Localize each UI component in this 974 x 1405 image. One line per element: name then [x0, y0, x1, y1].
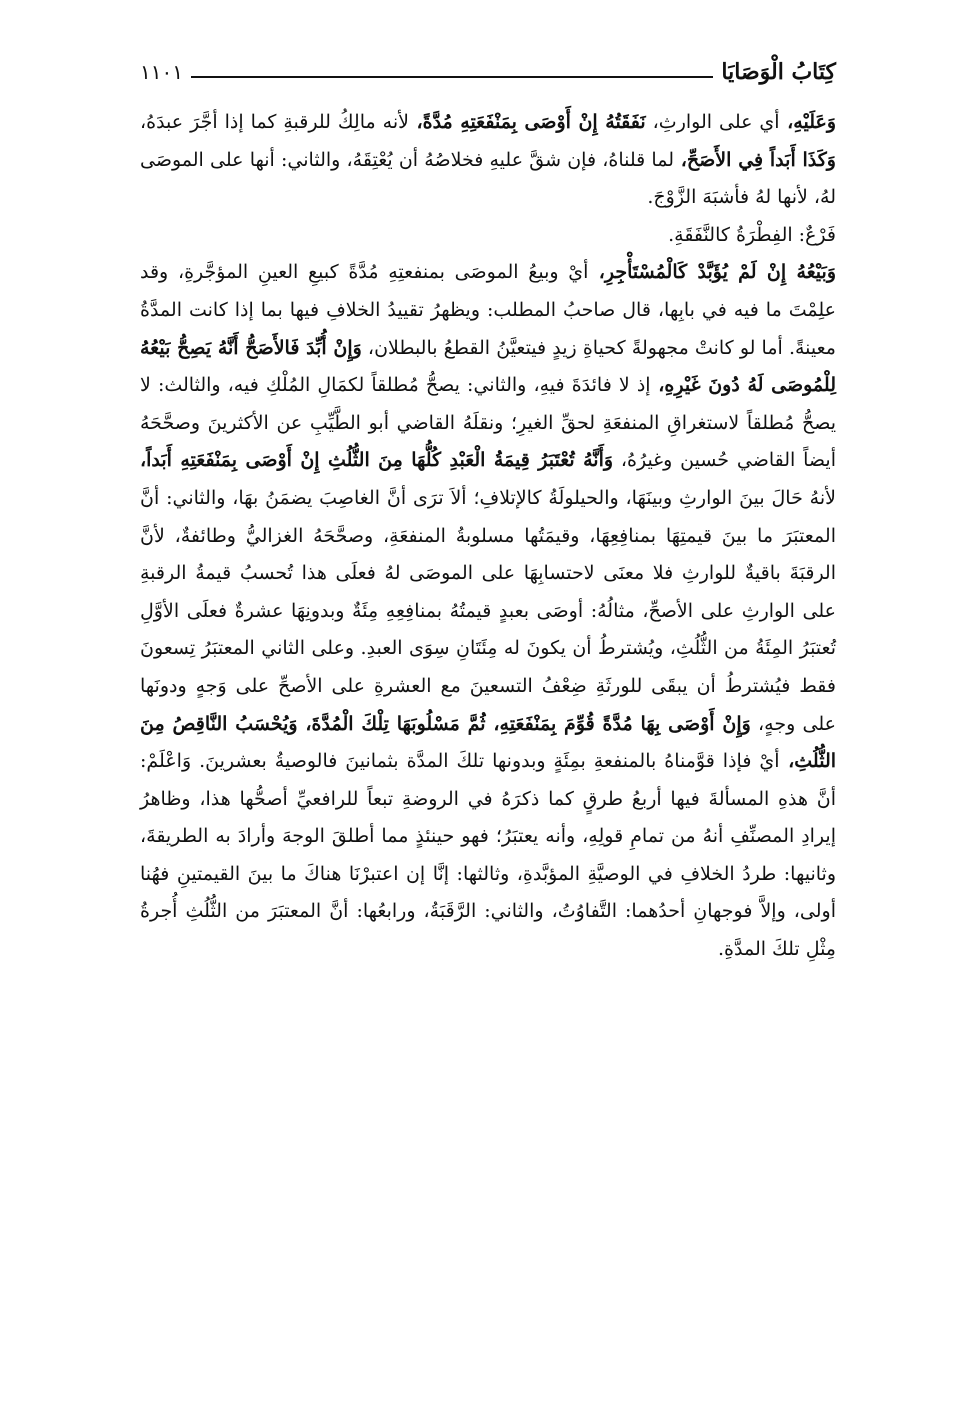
- commentary-text: لأنهُ حَالَ بينَ الوارثِ وبينَهَا، والحيلولَةُ كالإتلافِ؛ ألاَ ترَى أنَّ الغاصِبَ يضمَنُ بهَا، والثاني: أنَّ المعتبَرَ ما بينَ قيمتِهَا بمنافِعِهَا، وقيمَتُها مسلوبةُ المنفعَةِ، وصحَّحَهُ الغزاليُّ وطائفةٌ، لأنَّ الرقبَةَ باقيةٌ للوارثِ فلا معنَى لاحتسابِهَا على الموصَى لهُ فعلَى هذا تُحسبُ قيمةُ الرقبةِ على الوارثِ على الأصحِّ، مثالُهُ: أوصَى بعبدٍ قيمتُهُ بمنافِعِهِ مِئَةٌ وبدونِهَا عشرةٌ فعلَى الأوَّلِ تُعتبَرُ المِئَةُ من الثُّلُثِ، ويُشترطُ أن يكونَ له مِئَتَانِ سِوَى العبدِ. وعلى الثاني المعتبَرُ تِسعونَ فقط فيُشترطُ أن يبقَى للورثَةِ ضِعْفُ التسعينَ مع العشرةِ على الأصحِّ على وَجهٍ ودونَها على وجهٍ،: [140, 486, 836, 735]
- paragraph-3: [140, 254, 836, 968]
- header-rule: [191, 76, 713, 78]
- running-header: [140, 52, 836, 86]
- paragraph-2: [140, 217, 836, 255]
- matn-text: وَكَذَا أَبَداً فِي الأَصَحِّ،: [674, 148, 836, 171]
- matn-text: نَفَقَتُهُ إِنْ أَوْصَى بِمَنْفَعَتِهِ مُدَّةً،: [408, 111, 646, 133]
- commentary-text: إذ لا فائدَةَ فيهِ، والثاني: يصحُّ مُطلقاً لكمَالِ المُلْكِ فيه، والثالث: لا يصحُّ مُطلقاً لاستغراقِ المنفعَةِ لحقِّ الغيرِ؛ ونقلَهُ القاضي أبو الطَّيِّبِ عن الأكثرينَ وصحَّحَهُ أيضاً القاضي حُسين وغيرُهُ،: [140, 374, 836, 472]
- matn-text: وَبَيْعُهُ إِنْ لَمْ يُؤَبَّدْ كَالْمُسْتَأْجِرِ،: [588, 261, 836, 284]
- main-text: [140, 104, 836, 969]
- commentary-text: لأنه مالِكُ للرقبةِ كما إذا أجَّرَ عبدَهُ،: [140, 111, 409, 133]
- page-number: ١١٠١: [140, 60, 183, 84]
- matn-text: وَأَنَّهُ تُعْتَبَرُ قِيمَةُ الْعَبْدِ كُلُّهَا مِنَ الثُّلُثِ إِنْ أَوْصَى بِمَنْفَعَتِهِ أَبَداً،: [140, 449, 614, 472]
- commentary-text: لما قلناهُ، فإن شقَّ عليهِ فخلاصُهُ أن يُعْتِقَهُ، والثاني: أنها على الموصَى لهُ، لأنها لهُ فأشبَهَ الزَّوْجَ.: [140, 148, 836, 209]
- commentary-text: أيْ فإذا قوَّمناهُ بالمنفعةِ بمِئَةٍ وبدونها تلكَ المدَّة بثمانينَ فالوصيةُ بعشرينَ. وَاعْلَمْ: أنَّ هذهِ المسألةَ فيها أربعُ طرقٍ كما ذكرَهُ في الروضةِ تبعاً للرافعيِّ أصحُّها هذا، وظاهرُ إيرادِ المصنِّفِ أنهُ من تمامِ قولِهِ، وأنه يعتبَرُ؛ فهو حينئذٍ مما أطلقَ الوجهَ وأرادَ به الطريقةَ، وثانيها: طردُ الخلافِ في الوصيَّةِ المؤبَّدةِ، وثالثها: إنَّا إن اعتبرْنَا هناكَ ما بينَ القيمتينِ فهُنا أولى، وإلاَّ فوجهانِ أحدُهما: التَّفاوُتُ، والثاني: الرَّقَبَةُ، ورابعُها: أنَّ المعتبَرَ من الثُّلُثِ أُجرةُ مِثْلِ تلكَ المدَّةِ.: [140, 750, 836, 961]
- commentary-text: أيْ وبيعُ الموصَى بمنفعتِهِ مُدَّةً كبيعِ العينِ المؤجَّرةِ، وقد علِمْتَ ما فيه في بابِها، قال صاحبُ المطلب: ويظهرُ تقييدُ الخلافِ فيها بما إذا كانت المدَّةُ معينةً. أما لو كانتْ مجهولةً كحياةِ زيدٍ فيتعيَّنُ القطعُ بالبطلان،: [140, 261, 836, 359]
- commentary-text: أي على الوارثِ،: [645, 111, 780, 133]
- matn-text: وَإِنْ أَوْصَى بِهَا مُدَّةً قُوِّمَ بِمَنْفَعَتِهِ، ثُمَّ مَسْلُوبَهَا تِلْكَ الْمُدَّةَ، وَيُحْسَبُ النَّاقِصُ مِنَ الثُّلُثِ،: [140, 712, 837, 773]
- book-title: كِتَابُ الْوَصَايَا: [721, 59, 836, 85]
- matn-text: وَعَلَيْهِ،: [779, 111, 836, 133]
- commentary-text: فَرْعٌ: الفِطْرَةُ كالنَّفَقَةِ.: [668, 223, 836, 246]
- matn-text: وَإِنْ أُبِّدَ فَالأَصَحُّ أَنَّهُ يَصِحُّ بَيْعُهُ لِلْمُوصَى لَهُ دُونَ غَيْرِهِ،: [140, 336, 836, 397]
- paragraph-1: [140, 104, 836, 217]
